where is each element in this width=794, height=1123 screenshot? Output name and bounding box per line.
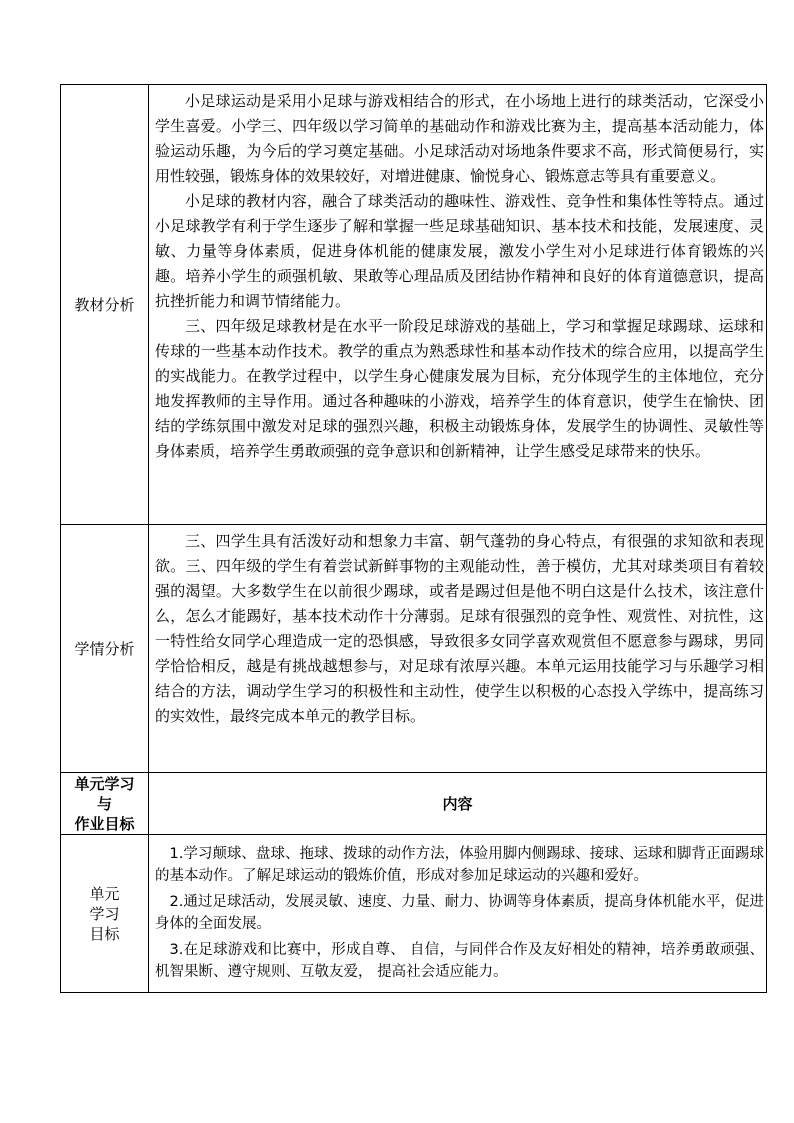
textbook-analysis-row: [61, 85, 767, 525]
student-analysis-content: [149, 525, 767, 773]
textbook-analysis-label: 教材分析: [61, 85, 149, 525]
goals-header-row: [61, 773, 767, 835]
student-analysis-label: 学情分析: [61, 525, 149, 773]
goal-item-2: 2.通过足球活动，发展灵敏、速度、力量、耐力、协调等身体素质，提高身体机能水平，促进身体的全面发展。: [155, 894, 764, 932]
unit-goals-label: [61, 835, 149, 993]
textbook-paragraph-1: 小足球运动是采用小足球与游戏相结合的形式，在小场地上进行的球类活动，它深受小学生喜爱。小学三、四年级以学习简单的基础动作和游戏比赛为主，提高基本活动能力，体验运动乐趣，为今后的学习奠定基础。小足球活动对场地条件要求不高，形式简便易行，实用性较强，锻炼身体的效果较好，对增进健康、愉悦身心、锻炼意志等具有重要意义。: [155, 92, 764, 185]
textbook-paragraph-2: 小足球的教材内容，融合了球类活动的趣味性、游戏性、竞争性和集体性等特点。通过小足球教学有利于学生逐步了解和掌握一些足球基础知识、基本技术和技能，发展速度、灵敏、力量等身体素质，促进身体机能的健康发展，激发小学生对小足球进行体育锻炼的兴趣。培养小学生的顽强机敏、果敢等心理品质及团结协作精神和良好的体育道德意识，提高抗挫折能力和调节情绪能力。: [155, 192, 764, 310]
student-analysis-row: [61, 525, 767, 773]
unit-goals-label-line-1: 单元: [89, 884, 120, 903]
unit-goals-row: [61, 835, 767, 993]
goal-item-1: 1.学习颠球、盘球、拖球、拨球的动作方法，体验用脚内侧踢球、接球、运球和脚背正面踢球的基本动作。了解足球运动的锻炼价值，形成对参加足球运动的兴趣和爱好。: [155, 846, 764, 884]
goals-header-label: [61, 773, 149, 835]
goals-header-label-line-1: 单元学习: [74, 774, 135, 793]
unit-goals-label-line-3: 目标: [89, 924, 120, 943]
textbook-paragraph-3: 三、四年级足球教材是在水平一阶段足球游戏的基础上，学习和掌握足球踢球、运球和传球的一些基本动作技术。教学的重点为熟悉球性和基本动作技术的综合应用，以提高学生的实战能力。在教学过程中，以学生身心健康发展为目标，充分体现学生的主体地位，充分地发挥教师的主导作用。通过各种趣味的小游戏，培养学生的体育意识，使学生在愉快、团结的学练氛围中激发对足球的强烈兴趣，积极主动锻炼身体，发展学生的协调性、灵敏性等身体素质，培养学生勇敢顽强的竞争意识和创新精神，让学生感受足球带来的快乐。: [155, 317, 764, 460]
goals-header-label-line-2: 与: [96, 794, 112, 813]
textbook-analysis-content: [149, 85, 767, 525]
plan-table: [60, 84, 767, 993]
content-column-header: 内容: [149, 773, 767, 835]
goal-item-3: 3.在足球游戏和比赛中，形成自尊、 自信，与同伴合作及友好相处的精神，培养勇敢顽强、机智果断、遵守规则、互敬友爱， 提高社会适应能力。: [155, 942, 764, 980]
unit-goals-content: [149, 835, 767, 993]
goals-header-label-line-3: 作业目标: [74, 814, 135, 833]
student-paragraph: 三、四学生具有活泼好动和想象力丰富、朝气蓬勃的身心特点，有很强的求知欲和表现欲。三、四年级的学生有着尝试新鲜事物的主观能动性，善于模仿，尤其对球类项目有着较强的渴望。大多数学生在以前很少踢球，或者是踢过但是他不明白这是什么技术，该注意什么，怎么才能踢好，基本技术动作十分薄弱。足球有很强烈的竞争性、观赏性、对抗性，这一特性给女同学心理造成一定的恐惧感，导致很多女同学喜欢观赏但不愿意参与踢球，男同学恰恰相反，越是有挑战越想参与，对足球有浓厚兴趣。本单元运用技能学习与乐趣学习相结合的方法，调动学生学习的积极性和主动性，使学生以积极的心态投入学练中，提高练习的实效性，最终完成本单元的教学目标。: [155, 532, 764, 725]
unit-goals-label-line-2: 学习: [89, 904, 120, 923]
